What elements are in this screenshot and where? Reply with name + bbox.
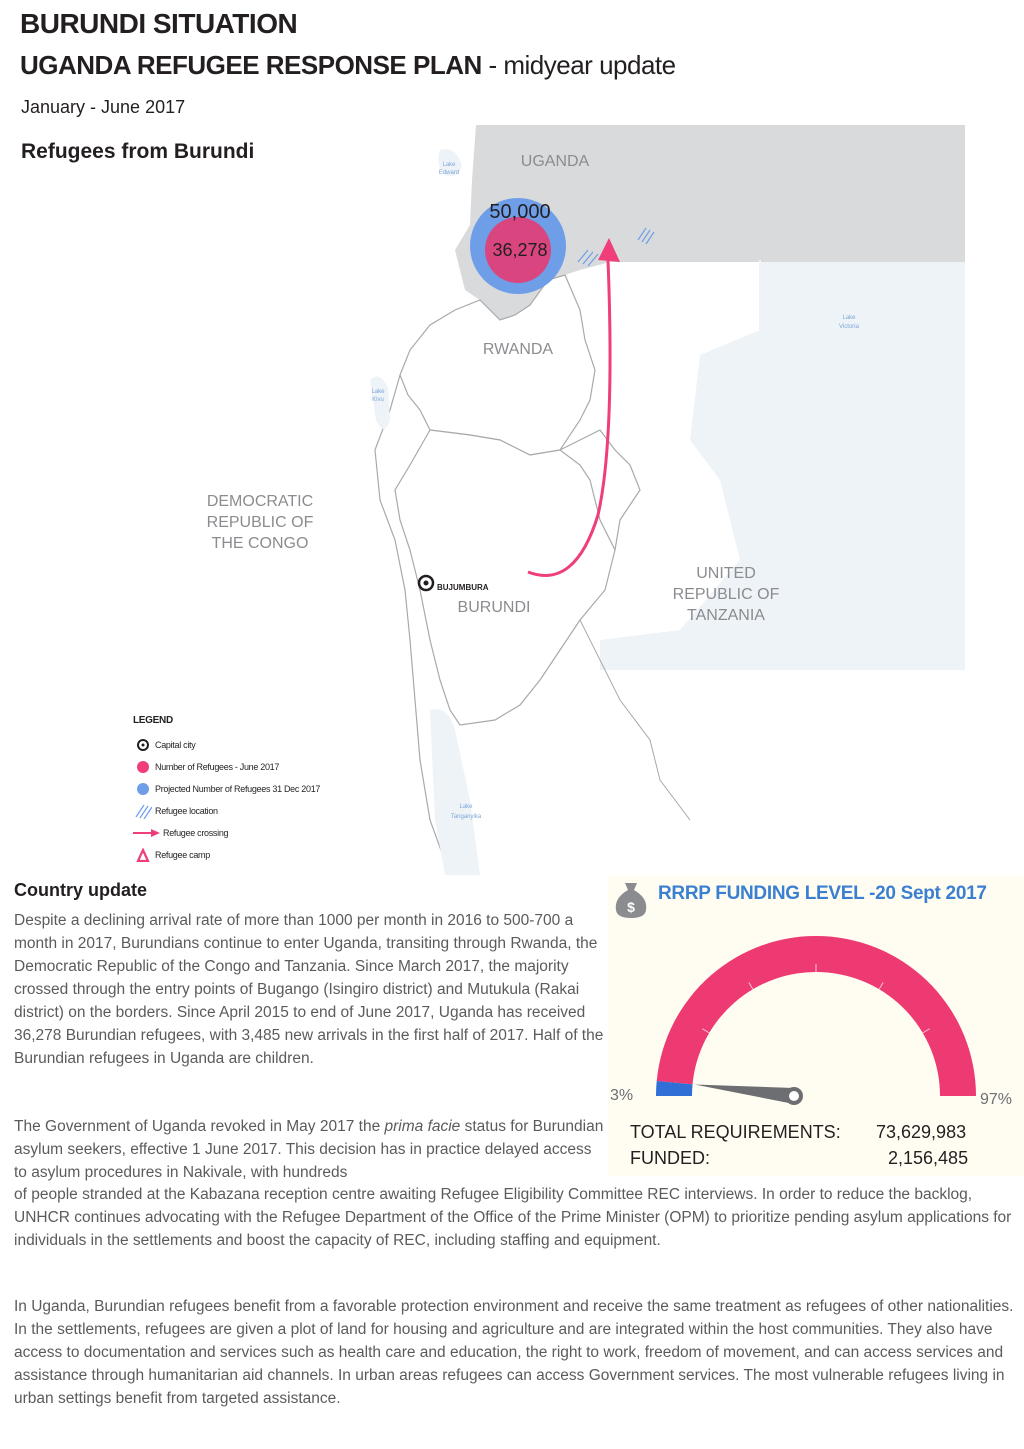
total-requirements-label: TOTAL REQUIREMENTS: bbox=[630, 1122, 841, 1142]
legend-label-camp: Refugee camp bbox=[155, 850, 210, 860]
refugee-camp-icon bbox=[133, 848, 153, 862]
gauge-hub-center bbox=[789, 1091, 799, 1101]
country-update-paragraph-1: Despite a declining arrival rate of more than 1000 per month in 2016 to 500-700 a month in 2017, Burundians continue to enter Uganda, transiting through Rwanda, the Democratic Republic of the Congo and Tanzania. Since March 2017, the majority crossed through the entry points of Bugango (Isingiro district) and Mutukula (Rakai district) on the borders. Since April 2015 to end of June 2017, Uganda has received 36,278 Burundian refugees, with 3,485 new arrivals in the first half of 2017. Half of the Burundian refugees in Uganda are children. bbox=[14, 912, 604, 1067]
legend-label-crossing: Refugee crossing bbox=[163, 828, 229, 838]
unfunded-percent-label: 97% bbox=[980, 1091, 1013, 1108]
lake-edward-label-2: Edward bbox=[438, 170, 460, 176]
paragraph-2-after: status for Burundian asylum seekers, effective 1 June 2017. This decision has in practice delayed access to asylum procedures in Nakivale, with hundreds bbox=[14, 1118, 604, 1181]
report-period: January - June 2017 bbox=[21, 97, 186, 117]
map-legend bbox=[133, 715, 320, 866]
country-update-paragraph-3: In Uganda, Burundian refugees benefit from a favorable protection environment and receive the same treatment as refugees of other nationalities. In the settlements, refugees are given a plot of land for housing and agriculture and are integrated within the host communities. They also have access to documentation and services such as health care and education, the right to work, freedom of movement, and can access services and assistance through humanitarian aid channels. In urban areas refugees can access Government services. The most vulnerable refugees living in urban settings benefit from targeted assistance. bbox=[14, 1298, 1014, 1407]
lake-edward-label-1: Lake bbox=[442, 162, 456, 168]
legend-title: LEGEND bbox=[133, 715, 173, 726]
lake-tanganyika-label-1: Lake bbox=[459, 804, 473, 810]
capital-label: BUJUMBURA bbox=[437, 583, 489, 592]
burundi-label: BURUNDI bbox=[457, 599, 531, 616]
paragraph-2-before: The Government of Uganda revoked in May 2017 the bbox=[14, 1118, 385, 1135]
lake-kivu-label-1: Lake bbox=[371, 389, 385, 395]
funded-percent-label: 3% bbox=[610, 1087, 634, 1104]
tanzania-label-line2: REPUBLIC OF bbox=[672, 586, 780, 603]
gauge-unfunded-arc bbox=[657, 936, 976, 1096]
legend-row-crossing bbox=[133, 822, 320, 844]
legend-label-refugees: Number of Refugees - June 2017 bbox=[155, 762, 280, 772]
drc-label-line1: DEMOCRATIC bbox=[206, 493, 314, 510]
legend-row-location bbox=[133, 800, 320, 822]
document-title: BURUNDI SITUATION bbox=[20, 8, 298, 39]
country-update-paragraph-2-continued: of people stranded at the Kabazana reception centre awaiting Refugee Eligibility Committee REC interviews. In order to reduce the backlog, UNHCR continues advocating with the Refugee Department of the Office of the Prime Minister (OPM) to prioritize pending asylum applications for individuals in the settlements and boost the capacity of REC, including staffing and equipment. bbox=[14, 1186, 1012, 1249]
projected-refugees-value: 50,000 bbox=[489, 201, 551, 223]
money-bag-glyph: $ bbox=[627, 899, 635, 915]
document-subtitle bbox=[20, 50, 676, 81]
refugee-crossing-arrow-icon bbox=[133, 828, 161, 838]
gauge-needle bbox=[695, 1085, 794, 1104]
funded-value: 2,156,485 bbox=[888, 1148, 969, 1168]
lake-kivu-label-2: Kivu bbox=[372, 397, 384, 403]
legend-row-capital bbox=[133, 734, 320, 756]
country-update-title: Country update bbox=[14, 880, 147, 900]
tanzania-label-line1: UNITED bbox=[696, 565, 756, 582]
section-title: Refugees from Burundi bbox=[21, 140, 255, 163]
capital-city-dot bbox=[424, 581, 429, 586]
funding-title: RRRP FUNDING LEVEL -20 Sept 2017 bbox=[658, 883, 987, 904]
legend-label-projected: Projected Number of Refugees 31 Dec 2017 bbox=[155, 784, 321, 794]
lake-tanganyika-label-2: Tanganyika bbox=[450, 814, 482, 820]
refugee-count-dot-icon bbox=[133, 760, 153, 774]
rwanda-label: RWANDA bbox=[482, 341, 554, 358]
funding-gauge bbox=[608, 930, 1024, 1110]
uganda-label: UGANDA bbox=[520, 153, 590, 170]
lake-victoria-label-2: Victoria bbox=[839, 324, 859, 330]
money-bag-icon bbox=[612, 880, 650, 920]
legend-label-capital: Capital city bbox=[155, 740, 196, 750]
subtitle-bold: UGANDA REFUGEE RESPONSE PLAN bbox=[20, 50, 482, 80]
projected-count-dot-icon bbox=[133, 782, 153, 796]
funded-label: FUNDED: bbox=[630, 1148, 710, 1168]
paragraph-2-italic: prima facie bbox=[384, 1118, 461, 1135]
lake-victoria-label-1: Lake bbox=[842, 315, 856, 321]
drc-label-line3: THE CONGO bbox=[211, 535, 309, 552]
drc-label-line2: REPUBLIC OF bbox=[206, 514, 314, 531]
refugee-location-hatch-icon bbox=[133, 803, 153, 819]
capital-city-icon bbox=[133, 738, 153, 752]
country-update-paragraph-2 bbox=[14, 1115, 604, 1184]
lake-tanganyika bbox=[430, 709, 480, 875]
legend-row-projected bbox=[133, 778, 320, 800]
tanzania-label-line3: TANZANIA bbox=[687, 607, 765, 624]
legend-label-location: Refugee location bbox=[155, 806, 218, 816]
legend-row-refugees bbox=[133, 756, 320, 778]
subtitle-rest: - midyear update bbox=[481, 50, 676, 80]
total-requirements-value: 73,629,983 bbox=[876, 1122, 967, 1142]
legend-row-camp bbox=[133, 844, 320, 866]
current-refugees-value: 36,278 bbox=[492, 240, 548, 260]
